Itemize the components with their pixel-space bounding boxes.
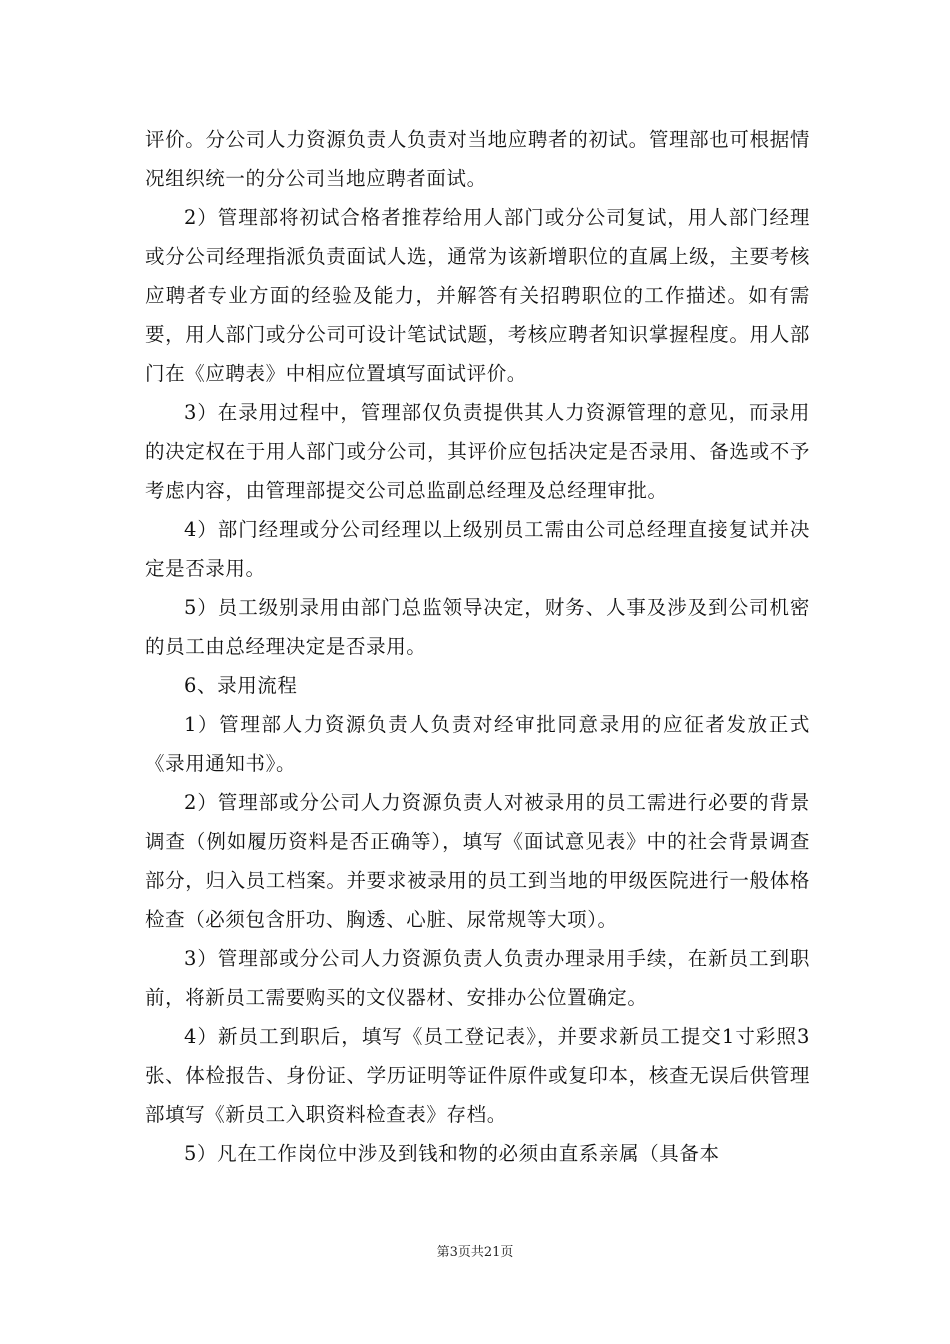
paragraph-11: 5）凡在工作岗位中涉及到钱和物的必须由直系亲属（具备本 bbox=[184, 1142, 720, 1165]
paragraph-10: 4）新员工到职后，填写《员工登记表》，并要求新员工提交1寸彩照3张、体检报告、身份证、学历证明等证件原件或复印本，核查无误后供管理部填写《新员工入职资料检查表》存档。 bbox=[145, 1025, 810, 1126]
paragraph-2: 2）管理部将初试合格者推荐给用人部门或分公司复试，用人部门经理或分公司经理指派负责面试人选，通常为该新增职位的直属上级，主要考核应聘者专业方面的经验及能力，并解答有关招聘职位的工作描述。如有需要，用人部门或分公司可设计笔试试题，考核应聘者知识掌握程度。用人部门在《应聘表》中相应位置填写面试评价。 bbox=[145, 206, 810, 385]
paragraph-5: 5）员工级别录用由部门总监领导决定，财务、人事及涉及到公司机密的员工由总经理决定是否录用。 bbox=[145, 596, 810, 658]
paragraph-9: 3）管理部或分公司人力资源负责人负责办理录用手续，在新员工到职前，将新员工需要购买的文仪器材、安排办公位置确定。 bbox=[145, 947, 810, 1009]
document-body bbox=[145, 120, 810, 1173]
page-number-footer: 第3页共21页 bbox=[436, 1245, 514, 1260]
paragraph-7: 1）管理部人力资源负责人负责对经审批同意录用的应征者发放正式《录用通知书》。 bbox=[145, 713, 810, 775]
paragraph-3: 3）在录用过程中，管理部仅负责提供其人力资源管理的意见，而录用的决定权在于用人部门或分公司，其评价应包括决定是否录用、备选或不予考虑内容，由管理部提交公司总监副总经理及总经理审批。 bbox=[145, 401, 810, 502]
paragraph-1: 评价。分公司人力资源负责人负责对当地应聘者的初试。管理部也可根据情况组织统一的分公司当地应聘者面试。 bbox=[145, 128, 810, 190]
paragraph-8: 2）管理部或分公司人力资源负责人对被录用的员工需进行必要的背景调查（例如履历资料是否正确等），填写《面试意见表》中的社会背景调查部分，归入员工档案。并要求被录用的员工到当地的甲级医院进行一般体格检查（必须包含肝功、胸透、心脏、尿常规等大项）。 bbox=[145, 791, 810, 931]
section-heading-hiring-process: 6、录用流程 bbox=[184, 674, 298, 697]
paragraph-4: 4）部门经理或分公司经理以上级别员工需由公司总经理直接复试并决定是否录用。 bbox=[145, 518, 810, 580]
